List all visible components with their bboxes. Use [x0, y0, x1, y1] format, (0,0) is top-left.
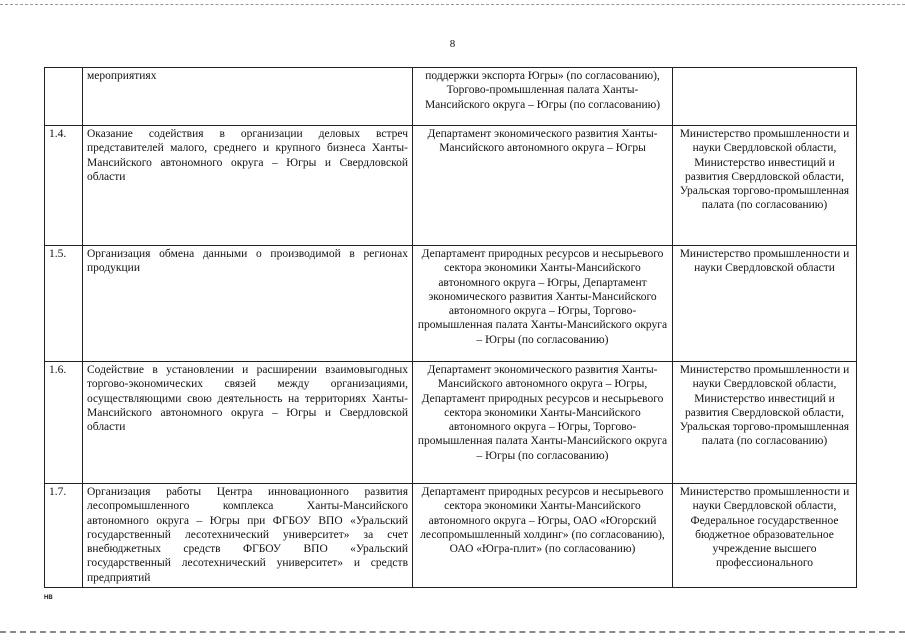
- executor-cell: поддержки экспорта Югры» (по согласованию), Торгово-промышленная палата Ханты-Мансийского округа – Югры (по согласованию): [413, 68, 673, 126]
- scan-edge-bottom: [0, 631, 905, 633]
- row-number: 1.4.: [45, 126, 83, 246]
- partner-cell: [673, 68, 857, 126]
- activity-cell: Организация работы Центра инновационного развития лесопромышленного комплекса Ханты-Мансийского автономного округа – Югры при ФГБОУ ВПО «Уральский государственный лесотехнический университет» за счет внебюджетных средств ФГБОУ ВПО «Уральский государственный лесотехнический университет» и средств предприятий: [83, 484, 413, 588]
- partner-cell: Министерство промышленности и науки Свердловской области, Министерство инвестиций и развития Свердловской области, Уральская торгово-промышленная палата (по согласованию): [673, 126, 857, 246]
- footer-code: HB: [44, 595, 53, 601]
- executor-cell: Департамент природных ресурсов и несырьевого сектора экономики Ханты-Мансийского автономного округа – Югры, ОАО «Югорский лесопромышленный холдинг» (по согласованию), ОАО «Югра-плит» (по согласованию): [413, 484, 673, 588]
- activity-cell: Содействие в установлении и расширении взаимовыгодных торгово-экономических связей между организациями, осуществляющими свою деятельность на территориях Ханты-Мансийского автономного округа – Югры и Свердловской области: [83, 362, 413, 484]
- partner-cell: Министерство промышленности и науки Свердловской области, Министерство инвестиций и развития Свердловской области, Уральская торгово-промышленная палата (по согласованию): [673, 362, 857, 484]
- row-number: 1.7.: [45, 484, 83, 588]
- partner-cell: Министерство промышленности и науки Свердловской области, Федеральное государственное бюджетное образовательное учреждение высшего профессионального: [673, 484, 857, 588]
- table-row: [45, 246, 857, 362]
- row-number: 1.6.: [45, 362, 83, 484]
- table-row: [45, 362, 857, 484]
- activity-cell: мероприятиях: [83, 68, 413, 126]
- executor-cell: Департамент экономического развития Ханты-Мансийского автономного округа – Югры, Департамент природных ресурсов и несырьевого сектора экономики Ханты-Мансийского автономного округа – Югры, Торгово-промышленная палата Ханты-Мансийского округа – Югры (по согласованию): [413, 362, 673, 484]
- partner-cell: Министерство промышленности и науки Свердловской области: [673, 246, 857, 362]
- table-row: [45, 68, 857, 126]
- activity-cell: Организация обмена данными о производимой в регионах продукции: [83, 246, 413, 362]
- table-row: [45, 484, 857, 588]
- executor-cell: Департамент природных ресурсов и несырьевого сектора экономики Ханты-Мансийского автономного округа – Югры, Департамент экономического развития Ханты-Мансийского автономного округа – Югры, Торгово-промышленная палата Ханты-Мансийского округа – Югры (по согласованию): [413, 246, 673, 362]
- row-number: [45, 68, 83, 126]
- row-number: 1.5.: [45, 246, 83, 362]
- table-row: [45, 126, 857, 246]
- scan-edge-top: [0, 4, 905, 5]
- page-number: 8: [449, 38, 456, 50]
- action-plan-table: [44, 67, 857, 588]
- activity-cell: Оказание содействия в организации деловых встреч представителей малого, среднего и крупного бизнеса Ханты-Мансийского автономного округа – Югры и Свердловской области: [83, 126, 413, 246]
- executor-cell: Департамент экономического развития Ханты-Мансийского автономного округа – Югры: [413, 126, 673, 246]
